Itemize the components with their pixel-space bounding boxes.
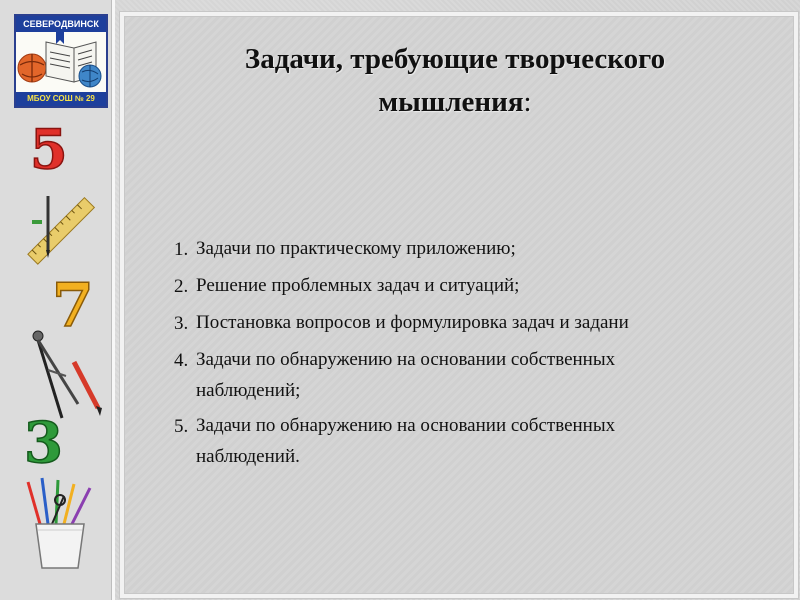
digit-five-icon [20, 118, 90, 178]
list-item-text: Задачи по обнаружению на основании собственных наблюдений. [196, 415, 616, 467]
digit-five-text: 5 [30, 118, 68, 178]
list-item-number: 4. [174, 350, 189, 371]
title-line-1: Задачи, требующие творческого [244, 43, 666, 75]
list-item-text: Задачи по обнаружению на основании собственных наблюдений; [196, 349, 616, 401]
logo-city-label: СЕВЕРОДВИНСК [16, 16, 106, 32]
list-item-text: Задачи по практическому приложению; [196, 238, 516, 259]
list-item-text: Решение проблемных задач и ситуаций; [196, 275, 520, 296]
list-item-number: 2. [174, 276, 189, 297]
list-item [174, 344, 794, 406]
school-logo [14, 14, 108, 108]
list-item-number: 5. [174, 416, 189, 437]
logo-school-label: МБОУ СОШ № 29 [16, 92, 106, 106]
book-globe-icon [16, 32, 106, 92]
ruler-pencil-icon [14, 188, 104, 278]
list-item-text: Постановка вопросов и формулировка задач и задани [196, 312, 629, 333]
digit-three-icon [18, 410, 88, 470]
task-list [174, 233, 794, 476]
title-line-2-text: мышления [378, 86, 524, 118]
digit-seven-text: 7 [52, 271, 94, 338]
pencil-cup-icon [20, 474, 100, 574]
list-item [174, 307, 794, 340]
slide-title [140, 38, 770, 124]
title-colon: : [523, 86, 532, 118]
list-item [174, 233, 794, 266]
list-item-number: 1. [174, 239, 189, 260]
list-item [174, 270, 794, 303]
list-item [174, 410, 794, 472]
list-item-number: 3. [174, 313, 189, 334]
title-line-2 [140, 81, 770, 124]
digit-three-text: 3 [24, 410, 63, 470]
